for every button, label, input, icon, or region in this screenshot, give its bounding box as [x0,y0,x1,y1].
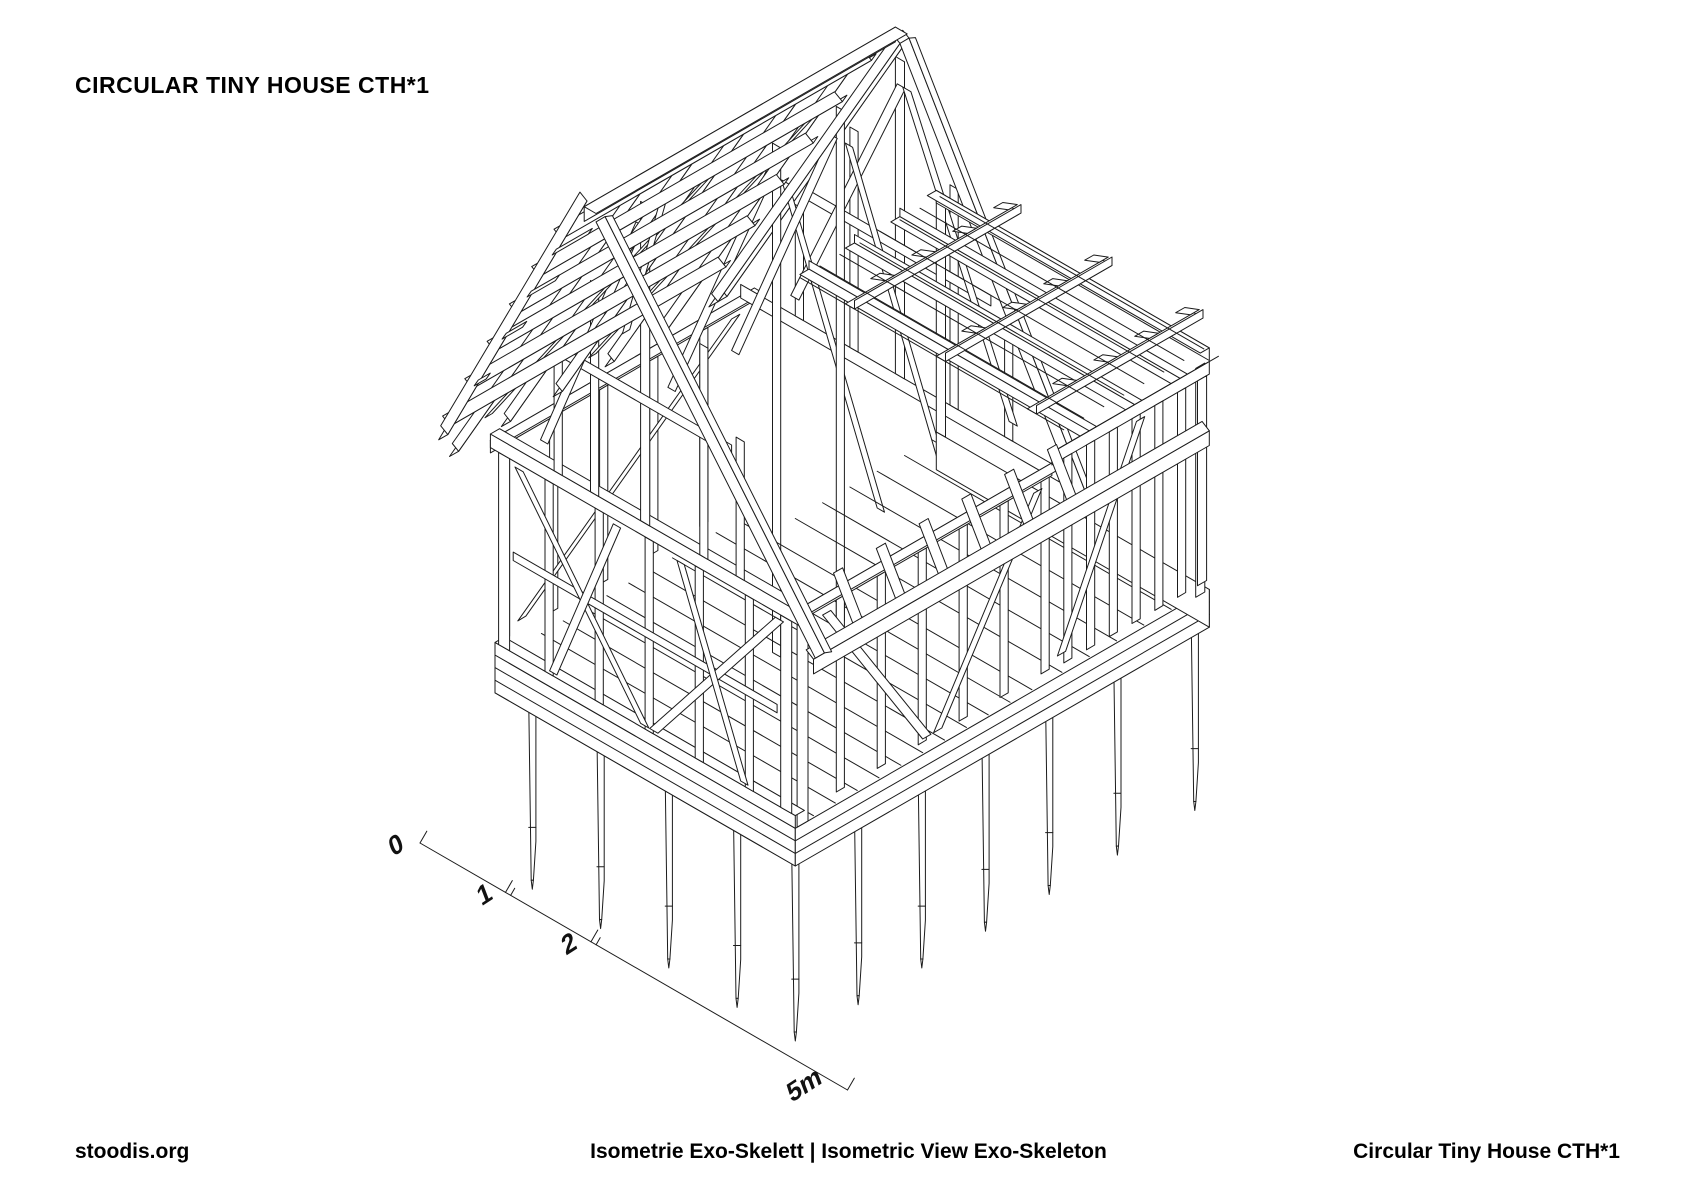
footer-brand: stoodis.org [75,1140,190,1163]
footer-project: Circular Tiny House CTH*1 [1353,1140,1620,1163]
scale-bar [384,826,854,1108]
scale-mark-label: 5m [782,1059,826,1109]
scale-mark-label: 2 [557,925,581,962]
sheet-title: CIRCULAR TINY HOUSE CTH*1 [75,72,430,98]
footer-view-title: Isometrie Exo-Skelett | Isometric View Exo-Skeleton [590,1140,1107,1163]
scale-mark-label: 0 [384,826,408,863]
scale-mark-label: 1 [472,875,496,913]
